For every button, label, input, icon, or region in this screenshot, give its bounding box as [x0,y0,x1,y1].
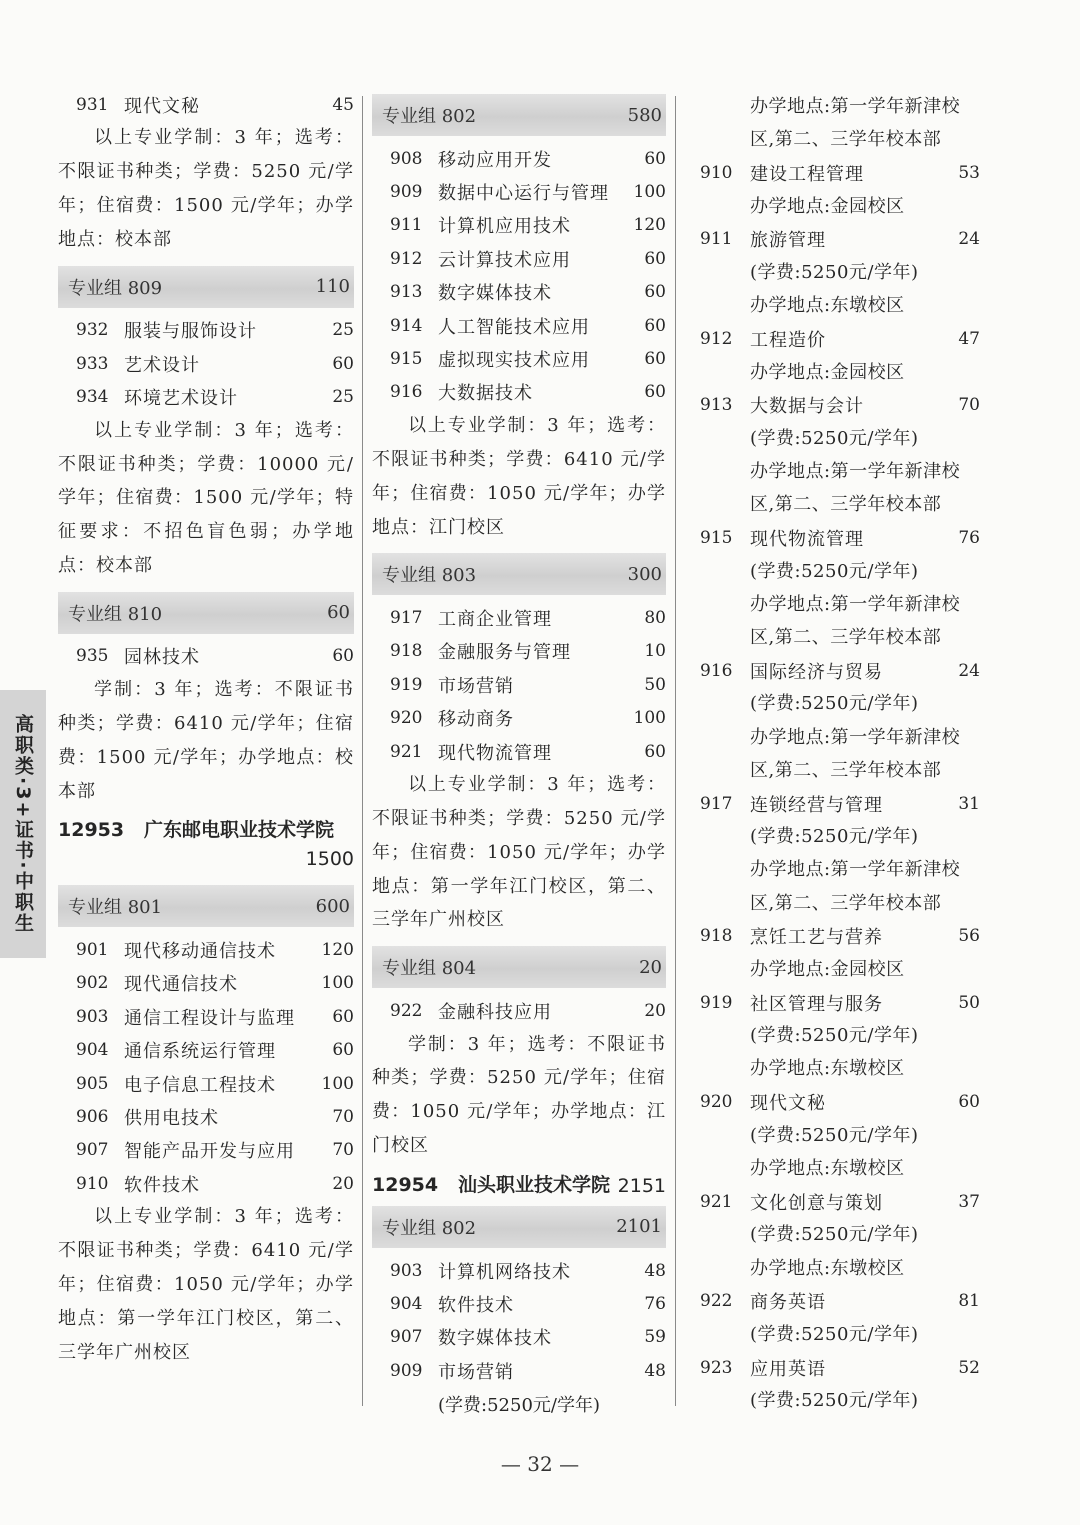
major-count: 60 [332,1006,354,1027]
major-code: 912 [390,248,423,269]
major-detail-line: 办学地点:第一学年新津校 [750,726,961,748]
section-side-tab [0,690,46,958]
major-code: 904 [390,1293,423,1314]
column-divider [675,96,676,1406]
major-name: 现代移动通信技术 [124,941,276,962]
major-code: 923 [700,1357,733,1378]
major-code: 921 [700,1191,733,1212]
major-code: 922 [390,1000,423,1021]
major-code: 914 [390,315,423,336]
major-detail-line: 办学地点:东墩校区 [750,295,905,317]
major-count: 60 [644,148,666,169]
major-name: 现代文秘 [750,1093,826,1115]
major-row [372,994,666,1027]
major-name: 商务英语 [750,1292,826,1314]
group-label: 专业组 809 [68,277,163,299]
school-code: 12954 [372,1173,439,1196]
major-detail-line: (学费:5250元/学年) [750,826,919,848]
group-header [372,553,666,595]
major-count: 81 [958,1291,980,1312]
major-code: 916 [390,382,423,403]
major-count: 100 [321,1073,354,1094]
major-detail-line: 办学地点:第一学年新津校 [750,593,961,615]
major-detail-line: (学费:5250元/学年) [750,693,919,715]
major-row [58,1134,354,1167]
group-label: 专业组 802 [382,1217,477,1239]
major-count: 53 [958,162,980,183]
major-name: 现代通信技术 [124,974,238,996]
major-count: 76 [644,1293,666,1314]
group-label: 专业组 802 [382,106,477,127]
major-code: 918 [390,641,423,662]
major-sub-line [372,1387,666,1420]
group-note: 学制：3 年；选考：不限证书种类；学费：6410 元/学年；住宿费：1500 元/学年；办学地点：校本部 [58,679,354,802]
major-row [372,175,666,208]
major-detail-line: 办学地点:金园校区 [750,958,905,980]
major-detail-line: (学费:5250元/学年) [750,1390,919,1412]
major-count: 50 [644,674,666,695]
major-count: 120 [633,215,666,236]
major-code: 931 [76,94,109,115]
major-row [700,1351,980,1384]
major-name: 虚拟现实技术应用 [438,350,590,372]
major-name: 金融服务与管理 [438,642,571,664]
major-name: 通信工程设计与监理 [124,1007,295,1029]
group-header [58,266,354,308]
school-total: 2151 [617,1174,666,1197]
major-count: 60 [332,1040,354,1061]
major-name: 计算机网络技术 [438,1261,571,1283]
group-note: 学制：3 年；选考：不限证书种类；学费：5250 元/学年；住宿费：1050 元/学年；办学地点：江门校区 [372,1033,666,1157]
major-count: 60 [644,315,666,336]
major-count: 59 [644,1327,666,1348]
major-count: 48 [644,1260,666,1281]
major-row [372,1254,666,1287]
major-row [372,668,666,701]
group-header [58,885,354,927]
group-note: 以上专业学制：3 年；选考：不限证书种类；学费：6410 元/学年；住宿费：1050 元/学年；办学地点：江门校区 [372,415,666,538]
major-count: 25 [332,320,354,341]
major-name: 应用英语 [750,1358,826,1380]
column-2 [372,94,666,1421]
major-row [58,347,354,380]
major-row [58,1067,354,1100]
group-header [372,1206,666,1248]
major-code: 934 [76,387,109,408]
major-list [58,933,354,1200]
major-name: 连锁经营与管理 [750,794,883,816]
major-count: 60 [644,282,666,303]
major-row [700,920,980,953]
major-code: 916 [700,660,733,681]
major-count: 60 [644,349,666,370]
major-row [372,635,666,668]
school-name: 广东邮电职业技术学院 [143,819,334,842]
major-code: 909 [390,1360,423,1381]
major-name: 通信系统运行管理 [124,1041,276,1063]
major-count: 45 [332,94,354,115]
major-name: 工程造价 [750,329,826,351]
major-code: 911 [390,215,423,236]
major-row [372,1354,666,1387]
major-detail-line: 区,第二、三学年校本部 [750,494,942,516]
major-code: 911 [700,229,733,250]
major-row [58,1100,354,1133]
major-list [372,601,666,768]
major-name: 移动商务 [438,709,514,731]
major-name: 大数据与会计 [750,396,864,418]
major-code: 901 [76,940,109,960]
major-code: 919 [700,992,733,1013]
major-count: 47 [958,328,980,349]
major-detail-line: (学费:5250元/学年) [750,1323,919,1345]
major-code: 917 [700,793,733,814]
major-detail-line: (学费:5250元/学年) [750,1224,919,1246]
major-row [700,1285,980,1318]
group-label: 专业组 801 [68,897,163,919]
major-code: 913 [390,282,423,303]
major-code: 906 [76,1106,109,1127]
side-tab-label: 高职类·3+证书·中职生 [12,714,34,934]
group-note: 以上专业学制：3 年；选考：不限证书种类；学费：6410 元/学年；住宿费：1050 元/学年；办学地点：第一学年江门校区，第二、三学年广州校区 [58,1206,354,1363]
major-count: 100 [633,182,666,203]
major-row [700,787,980,820]
major-count: 60 [958,1092,980,1113]
group-count: 300 [627,563,662,585]
school-title [58,815,334,842]
major-count: 20 [644,1000,666,1021]
major-detail-line: 区,第二、三学年校本部 [750,627,942,648]
major-name: 软件技术 [124,1174,200,1196]
major-code: 907 [390,1327,423,1348]
major-row [58,88,354,121]
major-row [700,1185,980,1218]
major-code: 920 [700,1092,733,1113]
major-row [700,986,980,1019]
group-note: 以上专业学制：3 年；选考：不限证书种类；学费：5250 元/学年；住宿费：1500 元/学年；办学地点：校本部 [58,127,354,250]
major-row [372,309,666,342]
major-code: 902 [76,973,109,994]
major-code: 918 [700,926,733,947]
major-row [58,640,354,673]
major-row [372,209,666,242]
major-count: 52 [958,1357,980,1378]
major-row [372,142,666,175]
major-name: 环境艺术设计 [124,388,238,410]
group-note: 以上专业学制：3 年；选考：不限证书种类；学费：5250 元/学年；住宿费：1050 元/学年；办学地点：第一学年江门校区，第二、三学年广州校区 [372,774,666,931]
major-row [372,1287,666,1320]
major-name: 电子信息工程技术 [124,1074,276,1096]
major-row [58,1033,354,1066]
major-count: 20 [332,1173,354,1194]
major-name: 现代文秘 [124,95,200,117]
major-list [372,142,666,409]
major-count: 100 [321,973,354,994]
major-detail-line: 区,第二、三学年校本部 [750,759,942,781]
major-code: 905 [76,1073,109,1094]
major-count: 56 [958,926,980,947]
major-name: 现代物流管理 [750,529,864,551]
major-name: 金融科技应用 [438,1001,552,1023]
major-detail-line: 办学地点:金园校区 [750,195,905,217]
major-count: 100 [633,708,666,729]
major-row [372,735,666,768]
major-count: 37 [958,1191,980,1212]
group-count: 2101 [616,1216,662,1238]
major-code: 912 [700,328,733,349]
group-header [372,946,666,988]
major-name: 数据中心运行与管理 [438,183,609,205]
major-count: 31 [958,793,980,814]
major-name: 烹饪工艺与营养 [750,927,883,949]
major-code: 907 [76,1140,109,1161]
major-count: 70 [332,1140,354,1161]
major-count: 48 [644,1360,666,1381]
major-code: 917 [390,608,423,628]
major-list [700,90,980,1418]
group-label: 专业组 804 [382,958,477,980]
major-count: 24 [958,660,980,681]
group-count: 580 [627,104,662,126]
major-name: 文化创意与策划 [750,1192,883,1214]
major-count: 60 [332,646,354,667]
major-name: 智能产品开发与应用 [124,1141,295,1163]
major-code: 919 [390,674,423,695]
group-header [58,592,354,634]
major-detail-line: 办学地点:东墩校区 [750,1058,905,1080]
major-name: 数字媒体技术 [438,283,552,305]
major-code: 910 [700,162,733,183]
major-count: 60 [332,353,354,374]
major-detail-line: (学费:5250元/学年) [750,261,919,283]
major-code: 908 [390,148,423,169]
major-name: 供用电技术 [124,1107,219,1129]
major-detail-line: (学费:5250元/学年) [750,1124,919,1146]
major-code: 915 [700,528,733,549]
major-code: 935 [76,646,109,667]
major-row [58,314,354,347]
major-detail-line: 办学地点:第一学年新津校 [750,461,961,483]
group-count: 60 [327,602,350,624]
major-detail-line: 区,第二、三学年校本部 [750,892,942,914]
major-row [372,1321,666,1354]
major-count: 70 [958,395,980,416]
major-code: 903 [76,1006,109,1027]
major-list [58,314,354,414]
group-label: 专业组 810 [68,603,163,625]
major-code: 920 [390,708,423,729]
major-name: 工商企业管理 [438,609,552,630]
group-header [372,94,666,136]
major-code: 909 [390,182,423,203]
major-list [372,1254,666,1421]
major-code: 932 [76,320,109,341]
major-row [700,156,980,189]
major-name: 旅游管理 [750,230,826,252]
major-code: 921 [390,741,423,762]
major-row [372,276,666,309]
major-name: 市场营销 [438,1361,514,1383]
major-row [58,1000,354,1033]
major-detail-line: 办学地点:第一学年新津校 [750,859,961,881]
major-row [58,933,354,966]
group-count: 110 [315,276,350,298]
major-row [372,701,666,734]
group-label: 专业组 803 [382,565,477,587]
major-count: 60 [644,382,666,403]
major-row [372,601,666,634]
major-name: 人工智能技术应用 [438,316,590,338]
school-code: 12953 [58,819,125,842]
major-name: 社区管理与服务 [750,993,883,1015]
major-row [700,1086,980,1119]
major-code: 922 [700,1291,733,1312]
major-row [58,380,354,413]
major-count: 80 [644,608,666,628]
major-detail-line: (学费:5250元/学年) [750,560,919,582]
major-name: 软件技术 [438,1294,514,1316]
major-code: 933 [76,353,109,374]
major-code: 913 [700,395,733,416]
major-row [700,654,980,687]
major-code: 904 [76,1040,109,1061]
column-divider [362,96,363,1406]
major-count: 76 [958,528,980,549]
major-count: 120 [321,940,354,960]
major-count: 60 [644,741,666,762]
major-count: 24 [958,229,980,250]
major-row [700,223,980,256]
column-3 [700,90,980,1418]
major-row [58,1167,354,1200]
school-title [372,1170,610,1197]
page-number: — 32 — [500,1452,580,1476]
major-code: 903 [390,1260,423,1281]
major-detail-line: 办学地点:第一学年新津校 [750,96,961,117]
major-name: 大数据技术 [438,383,533,405]
major-name: 艺术设计 [124,354,200,376]
major-name: 建设工程管理 [750,163,864,185]
group-note: 以上专业学制：3 年；选考：不限证书种类；学费：10000 元/学年；住宿费：1500 元/学年；特征要求：不招色盲色弱；办学地点：校本部 [58,419,354,576]
major-name: 园林技术 [124,647,200,669]
major-row [700,322,980,355]
major-name: 移动应用开发 [438,149,552,171]
major-row [372,242,666,275]
major-count: 50 [958,992,980,1013]
major-fee-note: (学费:5250元/学年) [438,1395,600,1417]
major-row [372,376,666,409]
major-name: 云计算技术应用 [438,249,571,271]
school-header [58,808,354,842]
school-total: 1500 [305,848,354,871]
major-name: 计算机应用技术 [438,216,571,238]
major-detail-line: 办学地点:东墩校区 [750,1158,905,1179]
major-code: 910 [76,1173,109,1194]
major-code: 915 [390,349,423,370]
major-name: 市场营销 [438,675,514,697]
major-count: 60 [644,248,666,269]
major-detail-line: 区,第二、三学年校本部 [750,129,942,151]
major-detail-line: 办学地点:金园校区 [750,361,905,383]
major-row [700,521,980,554]
major-detail-line: 办学地点:东墩校区 [750,1257,905,1279]
major-count: 70 [332,1106,354,1127]
major-name: 国际经济与贸易 [750,661,883,683]
major-name: 数字媒体技术 [438,1328,552,1350]
group-count: 20 [639,956,662,978]
major-count: 10 [644,641,666,662]
school-name: 汕头职业技术学院 [457,1173,610,1196]
school-header [372,1163,666,1197]
major-row [372,342,666,375]
major-name: 现代物流管理 [438,742,552,764]
group-count: 600 [315,895,350,917]
major-detail-line: (学费:5250元/学年) [750,1025,919,1047]
major-count: 25 [332,387,354,408]
major-row [700,389,980,422]
major-detail-line: (学费:5250元/学年) [750,427,919,449]
major-name: 服装与服饰设计 [124,321,257,343]
column-1 [58,88,354,1369]
major-row [58,967,354,1000]
